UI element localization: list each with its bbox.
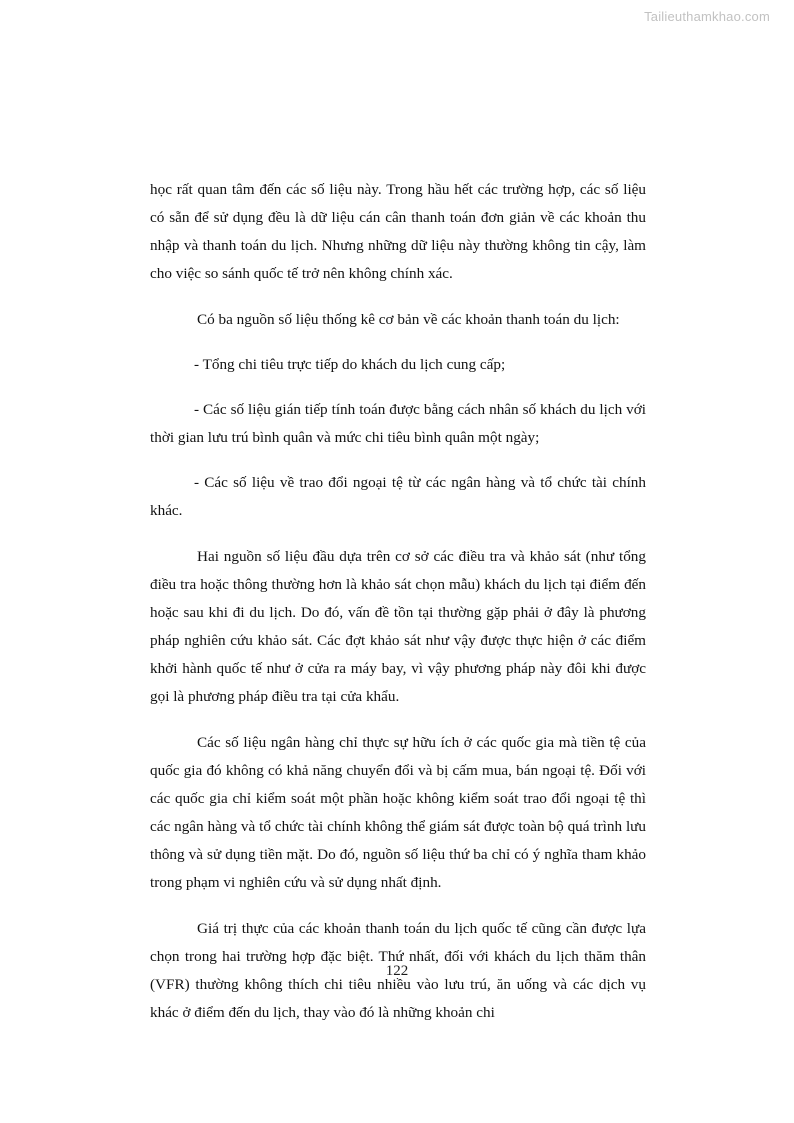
paragraph-spacer <box>150 334 646 351</box>
paragraph-spacer <box>150 897 646 915</box>
paragraph-spacer <box>150 711 646 729</box>
paragraph-spacer <box>150 379 646 396</box>
paragraph-spacer <box>150 288 646 306</box>
page-number: 122 <box>385 963 409 979</box>
paragraph-continuation: học rất quan tâm đến các số liệu này. Trong hầu hết các trường hợp, các số liệu có sẵn để sử dụng đều là dữ liệu cán cân thanh toán đơn giản về các khoản thu nhập và thanh toán du lịch. Nhưng những dữ liệu này thường không tin cậy, làm cho việc so sánh quốc tế trở nên không chính xác. <box>150 181 646 282</box>
list-item-3: - Các số liệu về trao đổi ngoại tệ từ các ngân hàng và tổ chức tài chính khác. <box>150 474 646 519</box>
list-item-1: - Tổng chi tiêu trực tiếp do khách du lịch cung cấp; <box>194 356 506 373</box>
paragraph-sources-intro: Có ba nguồn số liệu thống kê cơ bản về các khoản thanh toán du lịch: <box>197 311 620 328</box>
paragraph-spacer <box>150 525 646 543</box>
watermark-text: Tailieuthamkhao.com <box>644 9 770 24</box>
list-item-2: - Các số liệu gián tiếp tính toán được bằng cách nhân số khách du lịch với thời gian lưu trú bình quân và mức chi tiêu bình quân một ngày; <box>150 401 646 446</box>
page-body-text <box>150 176 646 1027</box>
paragraph-survey-methods: Hai nguồn số liệu đầu dựa trên cơ sở các điều tra và khảo sát (như tổng điều tra hoặc thông thường hơn là khảo sát chọn mẫu) khách du lịch tại điểm đến hoặc sau khi đi du lịch. Do đó, vấn đề tồn tại thường gặp phải ở đây là phương pháp nghiên cứu khảo sát. Các đợt khảo sát như vậy được thực hiện ở các điểm khởi hành quốc tế như ở cửa ra máy bay, vì vậy phương pháp này đôi khi được gọi là phương pháp điều tra tại cửa khẩu. <box>150 548 646 705</box>
paragraph-real-value: Giá trị thực của các khoản thanh toán du lịch quốc tế cũng cần được lựa chọn trong hai trường hợp đặc biệt. Thứ nhất, đối với khách du lịch thăm thân (VFR) thường không thích chi tiêu nhiều vào lưu trú, ăn uống và các dịch vụ khác ở điểm đến du lịch, thay vào đó là những khoản chi <box>150 920 646 1021</box>
paragraph-bank-data: Các số liệu ngân hàng chỉ thực sự hữu ích ở các quốc gia mà tiền tệ của quốc gia đó không có khả năng chuyển đổi và bị cấm mua, bán ngoại tệ. Đối với các quốc gia chỉ kiểm soát một phần hoặc không kiểm soát trao đổi ngoại tệ thì các ngân hàng và tổ chức tài chính không thể giám sát được toàn bộ quá trình lưu thông và sử dụng tiền mặt. Do đó, nguồn số liệu thứ ba chỉ có ý nghĩa tham khảo trong phạm vi nghiên cứu và sử dụng nhất định. <box>150 734 646 891</box>
paragraph-spacer <box>150 452 646 469</box>
